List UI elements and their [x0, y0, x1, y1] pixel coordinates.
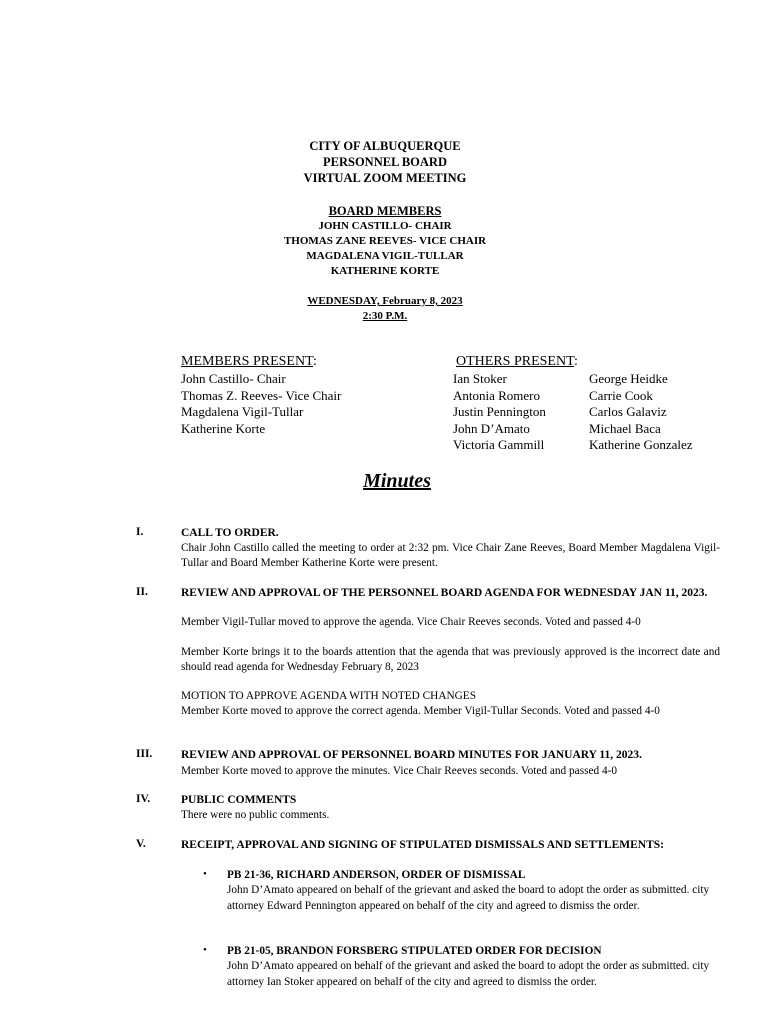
- others-present-title: OTHERS PRESENT:: [456, 354, 578, 369]
- other-present: Justin Pennington: [453, 404, 546, 420]
- section-title-call-to-order: CALL TO ORDER.: [181, 527, 279, 539]
- others-present-title-block: [456, 353, 578, 371]
- section-number: II.: [136, 586, 148, 598]
- other-present: Carlos Galaviz: [589, 404, 667, 420]
- member-present: Thomas Z. Reeves- Vice Chair: [181, 387, 342, 403]
- header-meeting-type: VIRTUAL ZOOM MEETING: [303, 171, 467, 185]
- board-members-heading: BOARD MEMBERS: [328, 204, 442, 218]
- bullet-text: John D’Amato appeared on behalf of the grievant and asked the board to adopt the order as submitted. city attorney Edward Pennington appeared on behalf of the city and agreed to dismiss the order.: [227, 884, 710, 912]
- other-present: Carrie Cook: [589, 387, 653, 403]
- board-member: THOMAS ZANE REEVES- VICE CHAIR: [283, 235, 487, 247]
- header-board: PERSONNEL BOARD: [323, 155, 447, 169]
- bullet-icon: •: [203, 868, 207, 880]
- header-city: CITY OF ALBUQUERQUE: [309, 139, 461, 153]
- meeting-time: 2:30 P.M.: [362, 310, 408, 322]
- section-number: V.: [136, 838, 146, 850]
- section-text: Member Korte moved to approve the minutes. Vice Chair Reeves seconds. Voted and passed 4-0: [181, 765, 618, 777]
- other-present: Katherine Gonzalez: [589, 437, 693, 453]
- section-text: MOTION TO APPROVE AGENDA WITH NOTED CHANGES: [181, 690, 476, 702]
- section-text: Member Vigil-Tullar moved to approve the agenda. Vice Chair Reeves seconds. Voted and passed 4-0: [181, 616, 641, 628]
- bullet-title: PB 21-36, RICHARD ANDERSON, ORDER OF DISMISSAL: [227, 869, 526, 881]
- section-number: I.: [136, 526, 144, 538]
- meeting-date: WEDNESDAY, February 8, 2023: [307, 295, 463, 307]
- section-number: IV.: [136, 793, 151, 805]
- board-member: JOHN CASTILLO- CHAIR: [318, 220, 452, 232]
- other-present: Antonia Romero: [453, 387, 541, 403]
- member-present: John Castillo- Chair: [181, 371, 286, 386]
- section-number: III.: [136, 748, 153, 760]
- member-present: Magdalena Vigil-Tullar: [181, 404, 304, 420]
- bullet-icon: •: [203, 944, 207, 956]
- other-present: Michael Baca: [589, 420, 661, 436]
- section-title-agenda-approval: REVIEW AND APPROVAL OF THE PERSONNEL BOARD AGENDA FOR WEDNESDAY JAN 11, 2023.: [181, 587, 708, 599]
- minutes-title: Minutes: [363, 470, 431, 492]
- board-members-block: [0, 203, 770, 279]
- board-member: MAGDALENA VIGIL-TULLAR: [306, 250, 464, 262]
- bullet-title: PB 21-05, BRANDON FORSBERG STIPULATED ORDER FOR DECISION: [227, 945, 602, 957]
- section-title-public-comments: PUBLIC COMMENTS: [181, 794, 297, 806]
- section-text: There were no public comments.: [181, 809, 330, 821]
- other-present: George Heidke: [589, 371, 668, 386]
- other-present: John D’Amato: [453, 420, 530, 436]
- member-present: Katherine Korte: [181, 420, 266, 436]
- section-title-minutes-approval: REVIEW AND APPROVAL OF PERSONNEL BOARD MINUTES FOR JANUARY 11, 2023.: [181, 749, 642, 761]
- members-present-column: [181, 353, 341, 437]
- other-present: Victoria Gammill: [453, 437, 545, 453]
- others-present-column-2: [589, 371, 693, 454]
- section-title-stipulated-dismissals: RECEIPT, APPROVAL AND SIGNING OF STIPULATED DISMISSALS AND SETTLEMENTS:: [181, 839, 665, 851]
- bullet-text: John D’Amato appeared on behalf of the grievant and asked the board to adopt the order as submitted. city attorney Ian Stoker appeared on behalf of the city and agreed to dismiss the order.: [227, 960, 710, 988]
- document-header: [0, 138, 770, 186]
- section-text: Member Korte brings it to the boards attention that the agenda that was previously approved is the incorrect date and should read agenda for Wednesday February 8, 2023: [181, 646, 720, 673]
- other-present: Ian Stoker: [453, 371, 507, 386]
- members-present-title: MEMBERS PRESENT:: [181, 354, 317, 369]
- meeting-datetime: [0, 294, 770, 324]
- board-member: KATHERINE KORTE: [330, 265, 440, 277]
- section-text: Chair John Castillo called the meeting to order at 2:32 pm. Vice Chair Zane Reeves, Board Member Magdalena Vigil-Tullar and Board Member Katherine Korte were present.: [181, 542, 720, 569]
- section-text: Member Korte moved to approve the correct agenda. Member Vigil-Tullar Seconds. Voted and passed 4-0: [181, 705, 660, 717]
- others-present-column-1: [453, 371, 546, 454]
